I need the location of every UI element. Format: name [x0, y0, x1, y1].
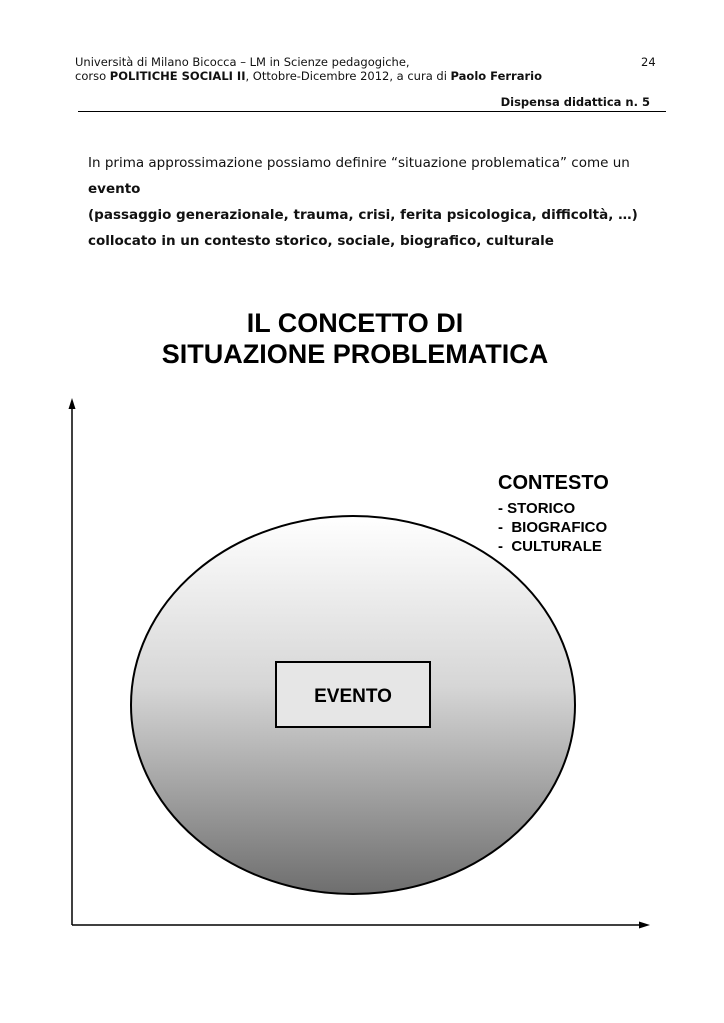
intro-line-3: (passaggio generazionale, trauma, crisi, ferita psicologica, difficoltà, …) — [88, 207, 638, 223]
y-axis — [69, 398, 76, 925]
context-heading: CONTESTO — [498, 472, 609, 494]
x-axis-arrow-icon — [639, 922, 650, 929]
intro-line-2: evento — [88, 181, 141, 197]
diagram-title-line-1: IL CONCETTO DI — [246, 308, 464, 338]
header-author: Paolo Ferrario — [450, 69, 542, 83]
header-course-name: POLITICHE SOCIALI II — [109, 69, 246, 83]
diagram-title-line-2: SITUAZIONE PROBLEMATICA — [161, 339, 549, 369]
context-item-culturale: - CULTURALE — [498, 538, 602, 555]
context-item-biografico: - BIOGRAFICO — [498, 519, 608, 536]
context-item-storico: - STORICO — [498, 500, 576, 517]
event-label: EVENTO — [314, 686, 392, 707]
header-university-line: Università di Milano Bicocca – LM in Scienze pedagogiche, — [75, 55, 410, 69]
header-course-prefix: corso — [75, 69, 110, 83]
intro-line-4: collocato in un contesto storico, sociale, biografico, culturale — [88, 233, 554, 249]
y-axis-arrow-icon — [69, 398, 76, 409]
x-axis — [72, 922, 650, 929]
context-legend — [498, 472, 609, 555]
event-box — [276, 662, 430, 727]
page-number: 24 — [641, 55, 656, 69]
dispensa-label: Dispensa didattica n. 5 — [500, 95, 650, 109]
intro-line-1: In prima approssimazione possiamo definire “situazione problematica” come un — [88, 155, 630, 171]
header-course-dates: , Ottobre-Dicembre 2012, a cura di — [245, 69, 451, 83]
